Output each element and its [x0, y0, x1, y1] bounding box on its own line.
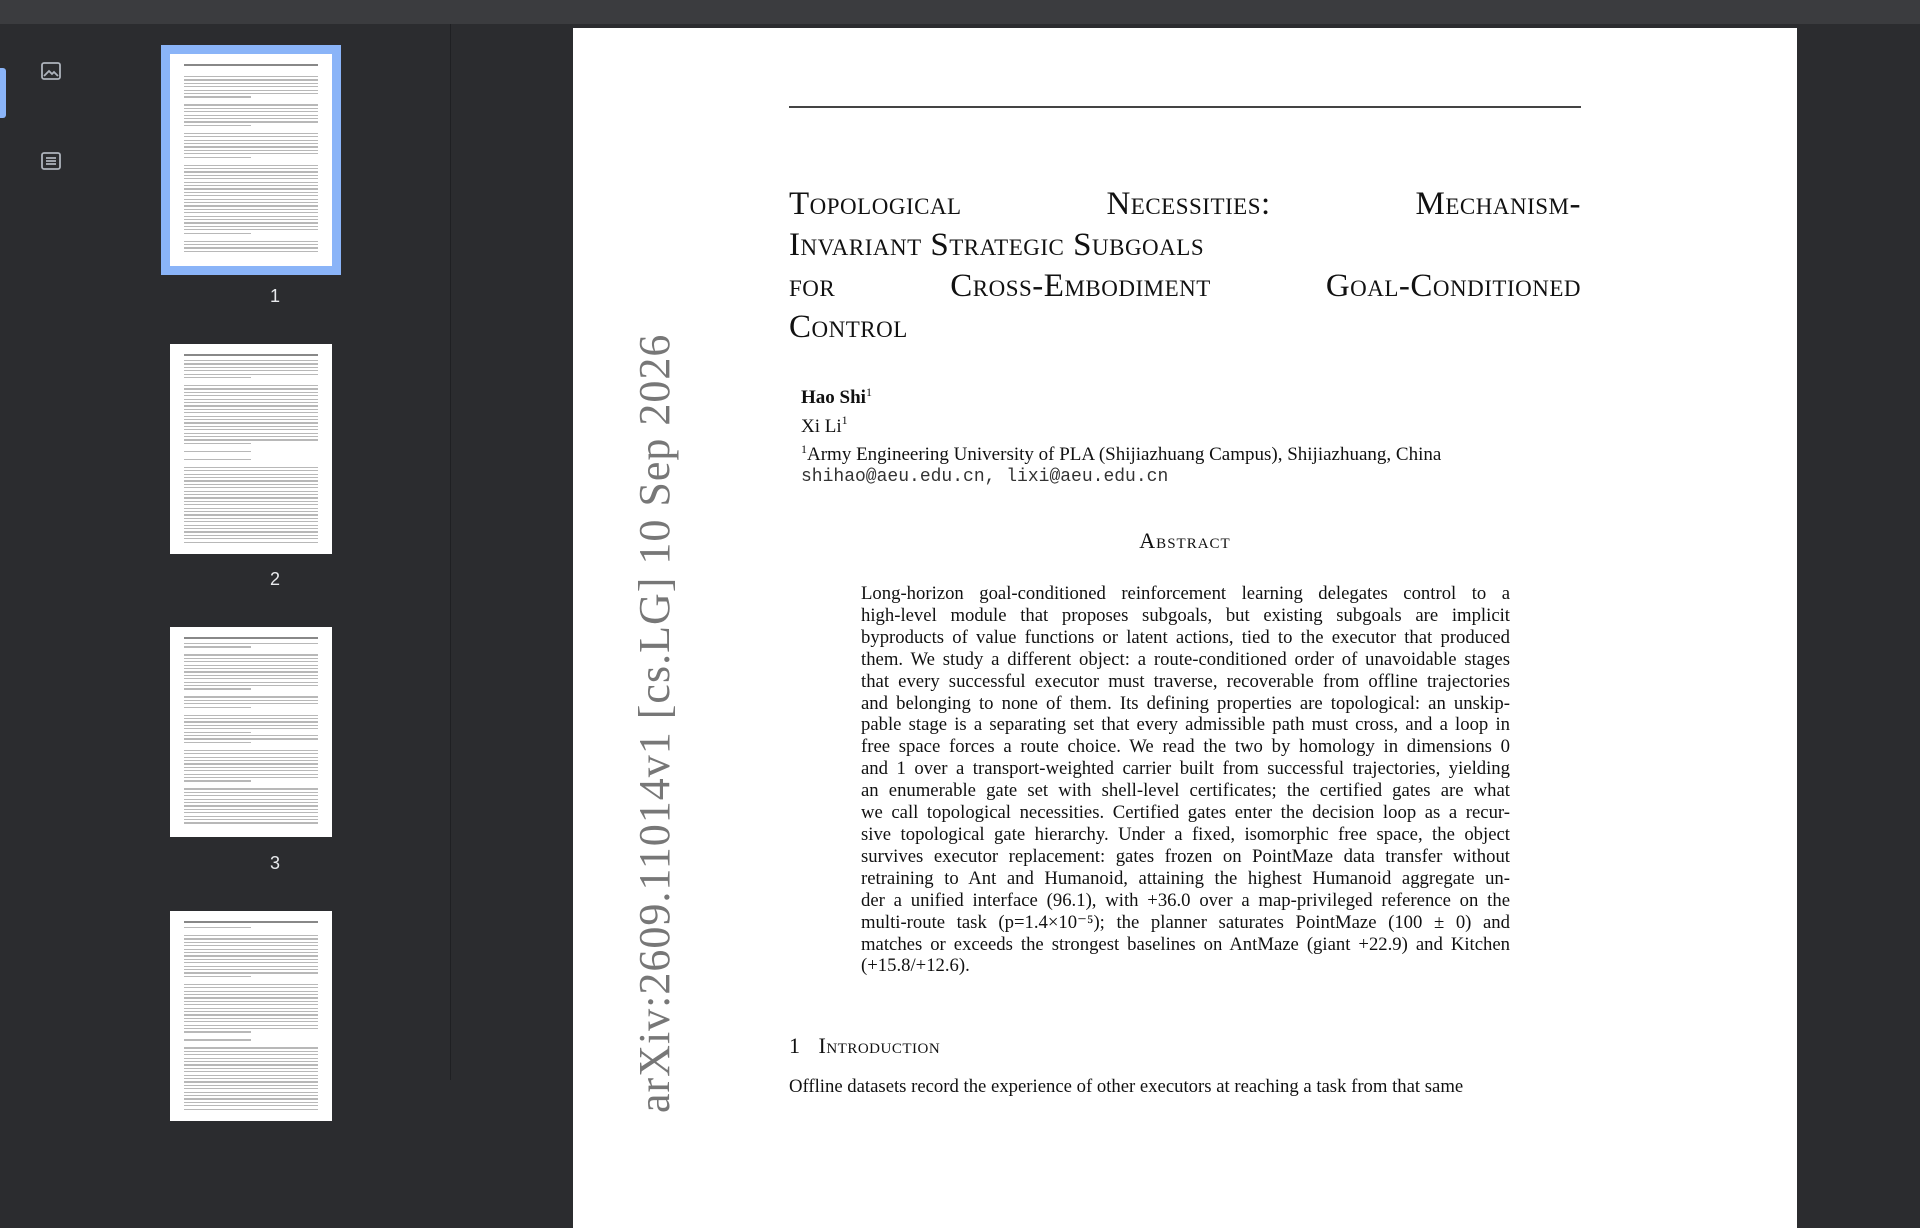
title-line	[789, 307, 1581, 348]
author-affil-mark: 1	[865, 385, 872, 399]
abstract-line: multi-route task (p=1.4×10⁻⁵); the planner saturates PointMaze (100 ± 0) and	[861, 911, 1510, 933]
thumb-line	[184, 518, 318, 519]
thumb-line	[184, 426, 318, 427]
thumb-line	[184, 952, 318, 953]
thumb-line	[184, 688, 251, 689]
thumb-line	[184, 777, 318, 778]
thumb-line	[184, 433, 318, 434]
thumb-line	[184, 799, 318, 800]
thumb-line	[184, 1031, 251, 1032]
thumb-line	[184, 429, 318, 430]
abstract-heading: Abstract	[1139, 528, 1231, 553]
abstract-line: high-level module that proposes subgoals, but existing subgoals are implicit	[861, 604, 1510, 626]
thumb-line	[184, 994, 318, 995]
thumbnail-page-number: 3	[269, 853, 280, 873]
thumb-line	[184, 140, 318, 141]
thumb-line	[184, 1064, 318, 1065]
title-line	[789, 266, 1581, 307]
thumb-line	[184, 233, 251, 234]
thumb-line	[184, 700, 318, 701]
thumb-line	[184, 405, 318, 406]
thumb-line	[184, 494, 318, 495]
author-block	[801, 381, 1441, 489]
thumb-line	[184, 935, 318, 936]
thumb-line	[184, 763, 318, 764]
thumb-line	[184, 969, 318, 970]
thumb-line	[184, 809, 318, 810]
thumb-line	[184, 792, 318, 793]
thumb-line	[184, 171, 318, 172]
thumbnail-view-button[interactable]	[36, 56, 66, 86]
abstract-line: byproducts of value functions or latent actions, tied to the executor that produced	[861, 626, 1510, 648]
thumb-line	[184, 370, 318, 371]
thumb-line	[184, 354, 318, 356]
abstract-line: Long-horizon goal-conditioned reinforcement learning delegates control to a	[861, 583, 1510, 604]
thumb-line	[184, 244, 318, 245]
thumb-line	[184, 1061, 318, 1062]
thumb-line	[184, 668, 318, 669]
page-thumbnail-2[interactable]	[170, 344, 332, 554]
list-icon	[39, 149, 63, 173]
thumb-line	[184, 1047, 318, 1048]
thumb-line	[184, 661, 318, 662]
abstract-line: sive topological gate hierarchy. Under a fixed, isomorphic free space, the object	[861, 823, 1510, 845]
thumb-line	[184, 735, 318, 736]
thumb-line	[184, 195, 318, 196]
title-word: Invariant Strategic Subgoals	[789, 227, 1205, 263]
thumb-line	[184, 528, 318, 529]
thumb-line	[184, 202, 318, 203]
thumb-line	[184, 715, 318, 716]
thumb-line	[184, 1085, 318, 1086]
thumb-line	[184, 165, 318, 166]
thumb-line	[184, 1001, 318, 1002]
thumb-line	[184, 143, 318, 144]
thumb-line	[184, 1075, 318, 1076]
thumb-line	[184, 767, 318, 768]
affiliation: Army Engineering University of PLA (Shijiazhuang Campus), Shijiazhuang, China	[807, 443, 1442, 465]
thumb-line	[184, 1088, 318, 1089]
thumbnail-page-number: 1	[269, 286, 280, 306]
thumb-line	[184, 226, 318, 227]
thumb-line	[184, 416, 318, 417]
thumb-line	[184, 104, 318, 105]
page-thumbnail-3[interactable]	[170, 627, 332, 837]
abstract-line: (+15.8/+12.6).	[861, 955, 970, 977]
thumb-line	[184, 93, 318, 94]
abstract-body	[861, 583, 1510, 977]
title-word: Cross-Embodiment	[950, 268, 1211, 304]
thumbnail-page-number: 2	[269, 569, 280, 589]
thumb-line	[184, 212, 318, 213]
page-thumbnail-1[interactable]	[170, 54, 332, 266]
thumb-line	[184, 419, 318, 420]
header-rule	[789, 106, 1581, 108]
title-word: Topological	[789, 186, 962, 222]
thumb-line	[184, 966, 318, 967]
thumb-line	[184, 1092, 318, 1093]
abstract-line: that every successful executor must traverse, recoverable from offline trajectories	[861, 670, 1510, 692]
thumb-line	[184, 205, 318, 206]
thumb-line	[184, 1078, 318, 1079]
thumb-line	[184, 374, 318, 375]
thumb-line	[184, 504, 318, 505]
thumb-line	[184, 367, 318, 368]
thumb-line	[184, 360, 318, 361]
title-line	[789, 225, 1581, 266]
thumb-line	[184, 972, 318, 973]
thumb-line	[184, 219, 318, 220]
abstract-line: we call topological necessities. Certified gates enter the decision loop as a recur-	[861, 802, 1510, 824]
abstract-line: an enumerable gate set with shell-level certificates; the certified gates are what	[861, 780, 1510, 802]
thumb-line	[184, 497, 318, 498]
thumb-line	[184, 150, 318, 151]
thumb-line	[184, 199, 318, 200]
thumb-line	[184, 402, 318, 403]
thumb-line	[184, 175, 318, 176]
thumb-line	[184, 209, 318, 210]
thumb-line	[184, 770, 318, 771]
thumb-line	[184, 921, 318, 923]
thumb-line	[184, 192, 318, 193]
thumb-line	[184, 422, 318, 423]
section-heading	[789, 1033, 940, 1059]
image-icon	[39, 59, 63, 83]
thumb-line	[184, 90, 318, 91]
thumb-line	[184, 76, 318, 77]
thumb-line	[184, 643, 318, 644]
thumb-line	[184, 185, 318, 186]
thumb-line	[184, 728, 318, 729]
thumb-line	[184, 1095, 318, 1096]
thumb-line	[184, 542, 318, 543]
thumb-line	[184, 774, 318, 775]
thumb-line	[184, 757, 318, 758]
thumb-line	[184, 118, 318, 119]
thumb-line	[184, 1109, 318, 1110]
thumb-line	[184, 1071, 318, 1072]
thumb-line	[184, 96, 251, 97]
thumb-line	[184, 976, 251, 977]
thumb-line	[184, 491, 318, 492]
thumb-line	[184, 760, 318, 761]
thumb-line	[184, 1058, 318, 1059]
abstract-line: them. We study a different object: a route-conditioned order of unavoidable stages	[861, 648, 1510, 670]
thumb-line	[184, 685, 318, 686]
thumb-line	[184, 153, 318, 154]
thumb-line	[184, 222, 318, 223]
thumb-line	[184, 927, 251, 928]
active-view-indicator	[0, 68, 6, 118]
thumb-line	[184, 535, 318, 536]
page-thumbnail-4[interactable]	[170, 911, 332, 1121]
thumb-line	[184, 451, 251, 452]
thumb-line	[184, 1025, 318, 1026]
thumb-line	[184, 229, 318, 230]
title-word: Necessities:	[1106, 186, 1271, 222]
thumb-line	[184, 133, 318, 134]
thumb-line	[184, 1004, 318, 1005]
thumb-line	[184, 987, 318, 988]
thumb-line	[184, 525, 318, 526]
thumb-line	[184, 665, 318, 666]
thumb-line	[184, 718, 318, 719]
thumb-line	[184, 805, 318, 806]
abstract-line: pable stage is a separating set that every admissible path must cross, and a loop in	[861, 714, 1510, 736]
thumb-line	[184, 467, 318, 468]
thumb-line	[184, 696, 318, 697]
thumb-line	[184, 409, 318, 410]
abstract-line: survives executor replacement: gates frozen on PointMaze data transfer without	[861, 845, 1510, 867]
thumb-line	[184, 538, 318, 539]
arxiv-identifier: arXiv:2609.11014v1 [cs.LG] 10 Sep 2026	[630, 333, 679, 1113]
sidebar-rail	[0, 24, 100, 1080]
thumb-line	[184, 671, 318, 672]
thumb-line	[184, 654, 318, 655]
thumb-line	[184, 470, 318, 471]
paper-title	[789, 184, 1581, 348]
thumb-line	[184, 241, 318, 242]
thumb-line	[184, 1039, 251, 1040]
thumb-line	[184, 959, 318, 960]
thumb-line	[184, 439, 318, 440]
thumb-line	[184, 962, 318, 963]
abstract-line: retraining to Ant and Humanoid, attaining the highest Humanoid aggregate un-	[861, 867, 1510, 889]
affiliation-mark: 1	[801, 441, 807, 456]
thumb-line	[184, 511, 318, 512]
abstract-line: and 1 over a transport-weighted carrier built from successful trajectories, yielding	[861, 758, 1510, 780]
thumb-line	[184, 822, 318, 823]
thumb-line	[184, 501, 318, 502]
thumb-line	[184, 514, 318, 515]
body-text-line: Offline datasets record the experience of other executors at reaching a task from that same	[789, 1076, 1464, 1097]
thumb-line	[184, 146, 318, 147]
thumb-line	[184, 955, 318, 956]
thumb-line	[184, 484, 318, 485]
thumb-line	[184, 682, 318, 683]
thumb-line	[184, 812, 318, 813]
thumb-line	[184, 531, 318, 532]
thumb-line	[184, 1098, 318, 1099]
author-affil-mark: 1	[841, 413, 848, 428]
thumb-line	[184, 216, 318, 217]
thumb-line	[184, 819, 318, 820]
outline-view-button[interactable]	[36, 146, 66, 176]
thumb-line	[184, 399, 318, 400]
thumb-line	[184, 247, 318, 248]
thumb-line	[184, 521, 318, 522]
thumb-line	[184, 385, 318, 386]
title-word: Control	[789, 309, 908, 345]
thumb-line	[184, 487, 318, 488]
thumb-line	[184, 742, 251, 743]
thumb-line	[184, 938, 318, 939]
thumb-line	[184, 459, 251, 460]
thumb-line	[184, 182, 318, 183]
thumb-line	[184, 945, 318, 946]
thumb-line	[184, 1105, 318, 1106]
thumb-line	[184, 1028, 318, 1029]
author-emails: shihao@aeu.edu.cn, lixi@aeu.edu.cn	[801, 466, 1169, 487]
thumb-line	[184, 753, 318, 754]
thumb-line	[184, 392, 318, 393]
thumb-line	[184, 646, 251, 647]
thumb-line	[184, 121, 318, 122]
thumb-line	[184, 86, 318, 87]
thumb-line	[184, 436, 318, 437]
pdf-page	[573, 28, 1797, 1228]
abstract-line: der a unified interface (96.1), with +36.0 over a map-privileged reference on the	[861, 889, 1510, 911]
thumb-line	[184, 997, 318, 998]
thumb-line	[184, 732, 251, 733]
abstract-line: free space forces a route choice. We read the two by homology in dimensions 0	[861, 736, 1510, 758]
thumb-line	[184, 474, 318, 475]
thumb-line	[184, 157, 251, 158]
thumb-line	[184, 363, 318, 364]
thumb-line	[184, 388, 318, 389]
thumb-line	[184, 949, 318, 950]
thumb-line	[184, 1102, 318, 1103]
thumb-line	[184, 942, 318, 943]
thumb-line	[184, 125, 251, 126]
title-word: Mechanism-	[1415, 186, 1581, 222]
thumb-line	[184, 707, 251, 708]
abstract-line: matches or exceeds the strongest baselines on AntMaze (giant +22.9) and Kitchen	[861, 933, 1510, 955]
thumb-line	[184, 1021, 318, 1022]
thumb-line	[184, 721, 318, 722]
thumb-line	[184, 703, 318, 704]
thumb-line	[184, 251, 318, 252]
thumb-line	[184, 178, 318, 179]
thumb-line	[184, 412, 318, 413]
title-word: Goal-Conditioned	[1325, 268, 1581, 304]
thumb-line	[184, 108, 318, 109]
thumb-line	[184, 991, 318, 992]
thumb-line	[184, 377, 251, 378]
abstract-line: and belonging to none of them. Its defining properties are topological: an unskip-	[861, 692, 1510, 714]
thumb-line	[184, 1018, 318, 1019]
thumb-line	[184, 1014, 318, 1015]
thumb-line	[184, 83, 318, 84]
thumb-line	[184, 1051, 318, 1052]
thumb-line	[184, 1011, 318, 1012]
thumb-line	[184, 508, 318, 509]
thumbnail-panel	[100, 24, 451, 1080]
thumb-line	[184, 750, 318, 751]
thumb-line	[184, 637, 318, 639]
thumb-line	[184, 678, 318, 679]
thumb-line	[184, 795, 318, 796]
thumb-line	[184, 816, 318, 817]
thumb-line	[184, 443, 251, 444]
thumb-line	[184, 395, 318, 396]
thumb-line	[184, 984, 318, 985]
top-toolbar	[0, 0, 1920, 24]
thumb-line	[184, 480, 318, 481]
thumb-line	[184, 1081, 318, 1082]
thumb-line	[184, 1008, 318, 1009]
thumb-line	[184, 136, 318, 137]
thumb-line	[184, 115, 318, 116]
author-name: Xi Li	[801, 415, 842, 437]
author-name: Hao Shi	[801, 387, 866, 409]
section-title: Introduction	[818, 1033, 941, 1058]
thumb-line	[184, 168, 318, 169]
document-viewer[interactable]	[451, 24, 1920, 1113]
thumb-line	[184, 675, 318, 676]
thumb-line	[184, 788, 318, 789]
thumb-line	[184, 477, 318, 478]
thumb-line	[184, 802, 318, 803]
thumb-line	[184, 111, 318, 112]
title-word: for	[789, 268, 836, 304]
thumb-line	[184, 658, 318, 659]
title-line	[789, 184, 1581, 225]
thumb-line	[184, 1068, 318, 1069]
thumb-line	[184, 738, 318, 739]
thumb-line	[184, 79, 318, 80]
section-number: 1	[789, 1033, 801, 1058]
thumb-line	[184, 64, 318, 66]
thumb-line	[184, 1054, 318, 1055]
thumb-line	[184, 780, 251, 781]
thumb-line	[184, 188, 318, 189]
thumb-line	[184, 725, 318, 726]
